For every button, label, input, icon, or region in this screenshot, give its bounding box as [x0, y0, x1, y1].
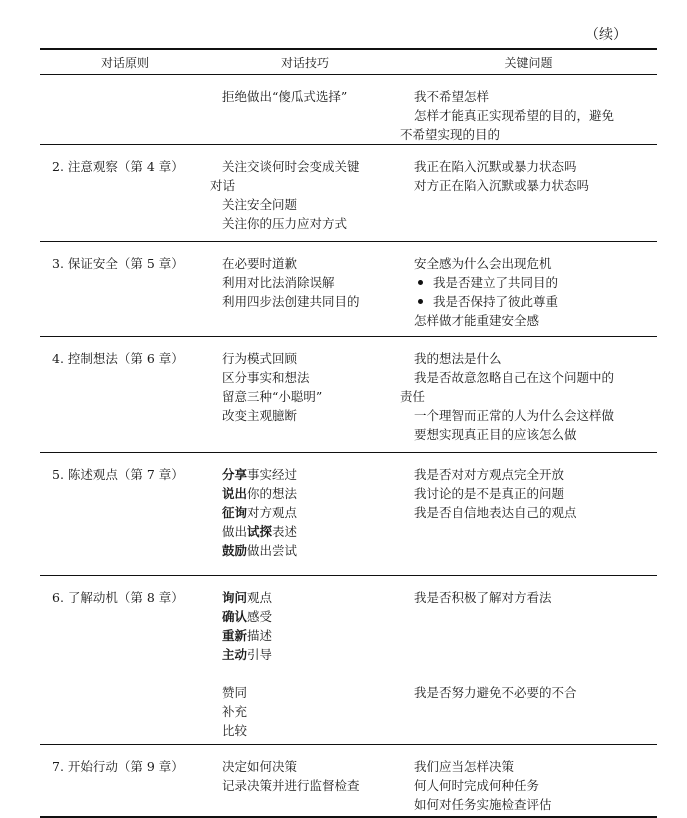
question-line: 怎样做才能重建安全感: [414, 313, 540, 328]
question-line: 我是否自信地表达自己的观点: [414, 505, 577, 520]
question-line: 我是否努力避免不必要的不合: [414, 685, 577, 700]
table-row: [40, 576, 657, 745]
skill-line: 留意三种“小聪明”: [222, 389, 323, 404]
question-bullet-line: [400, 292, 657, 311]
principle-cell: [40, 576, 210, 745]
table-header-row: [40, 49, 657, 75]
skill-text: 表述: [272, 524, 298, 539]
skill-line: [210, 645, 400, 664]
principle-label: 5. 陈述观点（第 7 章）: [52, 467, 184, 482]
bullet-icon: [418, 280, 423, 285]
skill-text: 你的想法: [247, 486, 298, 501]
skill-line: 利用对比法消除误解: [222, 275, 335, 290]
questions-cell: [400, 576, 657, 745]
skill-keyword: 重新: [222, 628, 248, 643]
table-row: [40, 75, 657, 145]
skills-cell: [210, 337, 400, 453]
principle-cell: [40, 242, 210, 337]
question-line: 我的想法是什么: [414, 351, 502, 366]
skill-line: 赞同: [222, 685, 248, 700]
skill-keyword: 确认: [222, 609, 248, 624]
continued-label: （续）: [585, 27, 627, 43]
skill-line: 对话: [210, 178, 236, 193]
skills-cell: [210, 75, 400, 145]
questions-cell: [400, 242, 657, 337]
skill-line: 拒绝做出“傻瓜式选择”: [222, 89, 348, 104]
question-line: 我讨论的是不是真正的问题: [414, 486, 565, 501]
question-line: 对方正在陷入沉默或暴力状态吗: [414, 178, 590, 193]
skill-line: [210, 626, 400, 645]
skill-line: 在必要时道歉: [222, 256, 298, 271]
header-principle: 对话原则: [40, 49, 210, 75]
skill-line: 补充: [222, 704, 248, 719]
skill-keyword: 主动: [222, 647, 248, 662]
question-line: 我们应当怎样决策: [414, 759, 515, 774]
questions-cell: [400, 745, 657, 817]
principle-label: 6. 了解动机（第 8 章）: [52, 590, 184, 605]
question-line: 如何对任务实施检查评估: [414, 797, 552, 812]
question-text: 我是否建立了共同目的: [433, 275, 559, 290]
principle-label: 3. 保证安全（第 5 章）: [52, 256, 184, 271]
principle-cell: [40, 453, 210, 576]
header-questions: 关键问题: [400, 49, 657, 75]
skills-cell: [210, 745, 400, 817]
skill-line: 关注你的压力应对方式: [222, 216, 348, 231]
skill-line: [210, 484, 400, 503]
table-row: [40, 337, 657, 453]
table-row: [40, 145, 657, 242]
question-line: 何人何时完成何种任务: [414, 778, 540, 793]
skill-line: 利用四步法创建共同目的: [222, 294, 360, 309]
skill-line: 行为模式回顾: [222, 351, 298, 366]
bullet-icon: [418, 299, 423, 304]
skill-line: [210, 588, 400, 607]
skill-keyword: 征询: [222, 505, 248, 520]
skill-line: 改变主观臆断: [222, 408, 298, 423]
question-line: 安全感为什么会出现危机: [414, 256, 552, 271]
skills-cell: [210, 576, 400, 745]
skill-line: [210, 522, 400, 541]
questions-cell: [400, 453, 657, 576]
skill-line: 关注交谈何时会变成关键: [222, 159, 360, 174]
table-row: [40, 745, 657, 817]
question-line: 要想实现真正目的应该怎么做: [414, 427, 577, 442]
skill-text: 做出: [222, 524, 248, 539]
skills-cell: [210, 242, 400, 337]
question-line: 一个理智而正常的人为什么会这样做: [414, 408, 615, 423]
question-line: 不希望实现的目的: [400, 127, 501, 142]
skill-line: 区分事实和想法: [222, 370, 310, 385]
questions-cell: [400, 145, 657, 242]
skill-keyword: 试探: [247, 524, 273, 539]
skill-line: [210, 465, 400, 484]
principle-label: 7. 开始行动（第 9 章）: [52, 759, 184, 774]
skill-text: 做出尝试: [247, 543, 298, 558]
questions-cell: [400, 337, 657, 453]
principle-cell: [40, 145, 210, 242]
principle-label: 2. 注意观察（第 4 章）: [52, 159, 184, 174]
principle-cell: [40, 337, 210, 453]
skill-keyword: 鼓励: [222, 543, 248, 558]
skill-line: 决定如何决策: [222, 759, 298, 774]
skill-line: 比较: [222, 723, 248, 738]
skill-text: 对方观点: [247, 505, 298, 520]
table-row: [40, 453, 657, 576]
questions-cell: [400, 75, 657, 145]
table-row: [40, 242, 657, 337]
skill-keyword: 询问: [222, 590, 248, 605]
dialogue-principles-table: [40, 48, 657, 818]
header-skills: 对话技巧: [210, 49, 400, 75]
skill-text: 引导: [247, 647, 273, 662]
skill-line: [210, 541, 400, 560]
skill-text: 描述: [247, 628, 273, 643]
question-line: 我是否对对方观点完全开放: [414, 467, 565, 482]
skill-line: [210, 503, 400, 522]
principle-cell: [40, 75, 210, 145]
skill-keyword: 说出: [222, 486, 248, 501]
skill-text: 感受: [247, 609, 273, 624]
question-line: 我是否故意忽略自己在这个问题中的: [414, 370, 615, 385]
principle-label: 4. 控制想法（第 6 章）: [52, 351, 184, 366]
question-line: 我不希望怎样: [414, 89, 490, 104]
skill-line: 关注安全问题: [222, 197, 298, 212]
question-line: 我正在陷入沉默或暴力状态吗: [414, 159, 577, 174]
skill-text: 事实经过: [247, 467, 298, 482]
skills-cell: [210, 145, 400, 242]
skill-line: 记录决策并进行监督检查: [222, 778, 360, 793]
question-line: 怎样才能真正实现希望的目的，避免: [414, 108, 615, 123]
principle-cell: [40, 745, 210, 817]
question-bullet-line: [400, 273, 657, 292]
skill-keyword: 分享: [222, 467, 248, 482]
question-text: 我是否保持了彼此尊重: [433, 294, 559, 309]
question-line: 责任: [400, 389, 426, 404]
question-line: 我是否积极了解对方看法: [414, 590, 552, 605]
skill-line: [210, 607, 400, 626]
skill-text: 观点: [247, 590, 273, 605]
skills-cell: [210, 453, 400, 576]
